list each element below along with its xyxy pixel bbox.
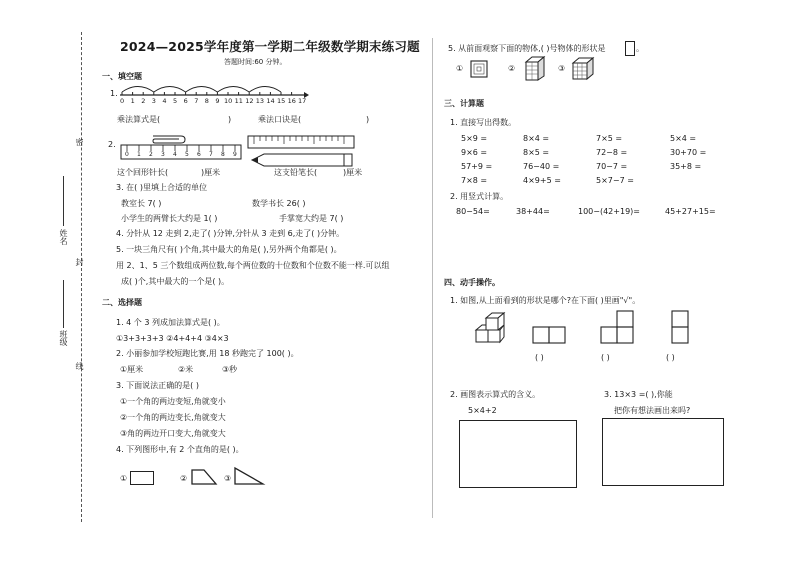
calc-item: 72−8 = <box>596 148 628 157</box>
tick-label: 2 <box>141 97 146 105</box>
tick-label: 0 <box>120 97 125 105</box>
calc-item: 57+9 = <box>461 162 493 171</box>
q3-text: 3. 在( )里填上合适的单位 <box>116 183 207 192</box>
seal-char-3: 线 <box>75 362 84 370</box>
ruler-tick-label: 3 <box>161 151 165 158</box>
q3-a: 教室长 7( ) <box>121 199 162 208</box>
calc-item: 70−7 = <box>596 162 628 171</box>
tick-label: 13 <box>255 97 265 105</box>
seal-char-1: 密 <box>75 138 84 146</box>
ruler-tick-label: 7 <box>209 151 213 158</box>
q2-pencil-unit: )厘米 <box>343 168 363 177</box>
c1-options: ①3+3+3+3 ②4+4+4 ③4×3 <box>116 334 229 343</box>
vertical-calc-item: 45+27+15= <box>665 207 716 216</box>
calc-item: 76−40 = <box>523 162 560 171</box>
c1-question: 1. 4 个 3 列成加法算式是( )。 <box>116 318 225 327</box>
h2-expression: 5×4+2 <box>468 406 497 415</box>
calc-item: 4×9+5 = <box>523 176 561 185</box>
c3-option-2: ②一个角的两边变长,角就变大 <box>120 413 226 422</box>
tick-label: 4 <box>162 97 167 105</box>
c3-option-1: ①一个角的两边变短,角就变小 <box>120 397 226 406</box>
calc-item: 9×6 = <box>461 148 488 157</box>
q5-text: 5. 一块三角尺有( )个角,其中最大的角是( ),另外两个角都是( )。 <box>116 245 342 254</box>
section-handson-title: 四、动手操作。 <box>444 278 500 287</box>
r-q5-opt2: ② <box>508 64 516 73</box>
c4-question: 4. 下列图形中,有 2 个直角的是( )。 <box>116 445 244 454</box>
answer-paren-a[interactable]: ( ) <box>535 353 544 362</box>
seal-char-2: 封 <box>75 258 84 266</box>
tick-label: 11 <box>234 97 243 105</box>
r-q5-end: 。 <box>636 44 644 53</box>
ruler-tick-label: 8 <box>221 151 225 158</box>
tick-label: 1 <box>130 97 135 105</box>
number-line-labels <box>118 97 308 107</box>
calc2-title: 2. 用竖式计算。 <box>450 192 509 201</box>
q3-b: 数学书长 26( ) <box>252 199 306 208</box>
drawing-box-idea[interactable] <box>602 418 724 486</box>
c2-question: 2. 小丽参加学校短跑比赛,用 18 秒跑完了 100( )。 <box>116 349 299 358</box>
ruler-labels <box>117 151 245 161</box>
tick-label: 15 <box>277 97 286 105</box>
calc-item: 8×5 = <box>523 148 550 157</box>
q1-mult-close: ) <box>228 115 232 124</box>
r-q5-text: 5. 从前面观察下面的物体,( )号物体的形状是 <box>448 44 606 53</box>
vertical-calc-item: 38+44= <box>516 207 550 216</box>
c4-option-3: ③ <box>224 474 232 483</box>
h1-text: 1. 如图,从上面看到的形状是哪个?在下面( )里画"√"。 <box>450 296 641 305</box>
vertical-calc-item: 100−(42+19)= <box>578 207 640 216</box>
rectangle-shape <box>130 471 154 485</box>
class-blank[interactable] <box>63 280 64 328</box>
tick-label: 6 <box>183 97 188 105</box>
calc1-title: 1. 直接写出得数。 <box>450 118 517 127</box>
page-title: 2024—2025学年度第一学期二年级数学期末练习题 <box>120 39 420 54</box>
q1-table-label: 乘法口诀是( <box>258 115 302 124</box>
tick-label: 16 <box>287 97 296 105</box>
answer-paren-c[interactable]: ( ) <box>666 353 675 362</box>
section-choice-title: 二、选择题 <box>102 298 142 307</box>
c3-question: 3. 下面说法正确的是( ) <box>116 381 199 390</box>
calc-item: 5×9 = <box>461 134 488 143</box>
c4-option-2: ② <box>180 474 188 483</box>
stacked-cubes-3d <box>474 310 514 350</box>
tick-label: 17 <box>298 97 307 105</box>
tick-label: 9 <box>215 97 220 105</box>
tick-label: 3 <box>151 97 156 105</box>
time-note: 答题时间:60 分钟。 <box>224 58 287 66</box>
page-divider <box>432 38 433 518</box>
q1-number: 1. <box>110 89 118 98</box>
tick-label: 10 <box>224 97 233 105</box>
q4-text: 4. 分针从 12 走到 2,走了( )分钟,分针从 3 走到 6,走了( )分钟。 <box>116 229 345 238</box>
drawing-box-expression[interactable] <box>459 420 577 488</box>
name-blank[interactable] <box>63 176 64 226</box>
ruler-tick-label: 5 <box>185 151 189 158</box>
binding-dashed-line <box>81 32 82 522</box>
c2-option-1: ①厘米 <box>120 365 144 374</box>
calc-item: 7×8 = <box>461 176 488 185</box>
option-shape-b <box>600 310 634 344</box>
tick-label: 8 <box>204 97 209 105</box>
q6-line2: 成( )个,其中最大的一个是( )。 <box>121 277 230 286</box>
ruler-tick-label: 1 <box>137 151 141 158</box>
class-label: 班级 <box>59 330 68 346</box>
q6-line1: 用 2、1、5 三个数组成两位数,每个两位数的十位数和个位数不能一样.可以组 <box>116 261 390 270</box>
tick-label: 7 <box>194 97 199 105</box>
answer-paren-b[interactable]: ( ) <box>601 353 610 362</box>
ruler-tick-label: 2 <box>149 151 153 158</box>
c2-option-3: ③秒 <box>222 365 238 374</box>
ruler-tick-label: 0 <box>125 151 129 158</box>
tick-label: 12 <box>245 97 254 105</box>
cube-object-3 <box>570 56 596 82</box>
cylinder-object <box>468 58 490 80</box>
q2-number: 2. <box>108 140 116 149</box>
pencil-ruler <box>246 130 358 170</box>
h3-text-2: 把你有想法画出来吗? <box>614 406 691 415</box>
calc-item: 35+8 = <box>670 162 702 171</box>
h2-text: 2. 画图表示算式的含义。 <box>450 390 541 399</box>
c4-option-1: ① <box>120 474 128 483</box>
triangle-shape <box>233 466 265 486</box>
q2-pencil-text: 这支铅笔长( <box>274 168 318 177</box>
q1-table-close: ) <box>366 115 370 124</box>
calc-item: 30+70 = <box>670 148 707 157</box>
tick-label: 5 <box>173 97 178 105</box>
c3-option-3: ③角的两边开口变大,角就变大 <box>120 429 226 438</box>
option-shape-a <box>532 326 566 344</box>
ruler-tick-label: 9 <box>233 151 237 158</box>
calc-item: 5×4 = <box>670 134 697 143</box>
r-q5-opt1: ① <box>456 64 464 73</box>
trapezoid-shape <box>190 468 220 486</box>
q3-c: 小学生的两臂长大约是 1( ) <box>121 214 218 223</box>
option-shape-c <box>671 310 689 344</box>
target-shape-rectangle <box>625 41 635 56</box>
q3-d: 手掌宽大约是 7( ) <box>279 214 344 223</box>
section-calc-title: 三、计算题 <box>444 99 484 108</box>
c2-option-2: ②米 <box>178 365 194 374</box>
box-object-2 <box>522 54 548 82</box>
calc-item: 8×4 = <box>523 134 550 143</box>
q2-clip-unit: )厘米 <box>201 168 221 177</box>
q1-mult-label: 乘法算式是( <box>117 115 161 124</box>
h3-text: 3. 13×3 =( ),你能 <box>604 390 673 399</box>
vertical-calc-item: 80−54= <box>456 207 490 216</box>
calc-item: 7×5 = <box>596 134 623 143</box>
tick-label: 14 <box>266 97 275 105</box>
q2-clip-text: 这个回形针长( <box>117 168 169 177</box>
ruler-tick-label: 4 <box>173 151 177 158</box>
name-label: 姓名 <box>59 229 68 245</box>
ruler-tick-label: 6 <box>197 151 201 158</box>
calc-item: 5×7−7 = <box>596 176 634 185</box>
section-fill-blank-title: 一、填空题 <box>102 72 142 81</box>
r-q5-opt3: ③ <box>558 64 566 73</box>
